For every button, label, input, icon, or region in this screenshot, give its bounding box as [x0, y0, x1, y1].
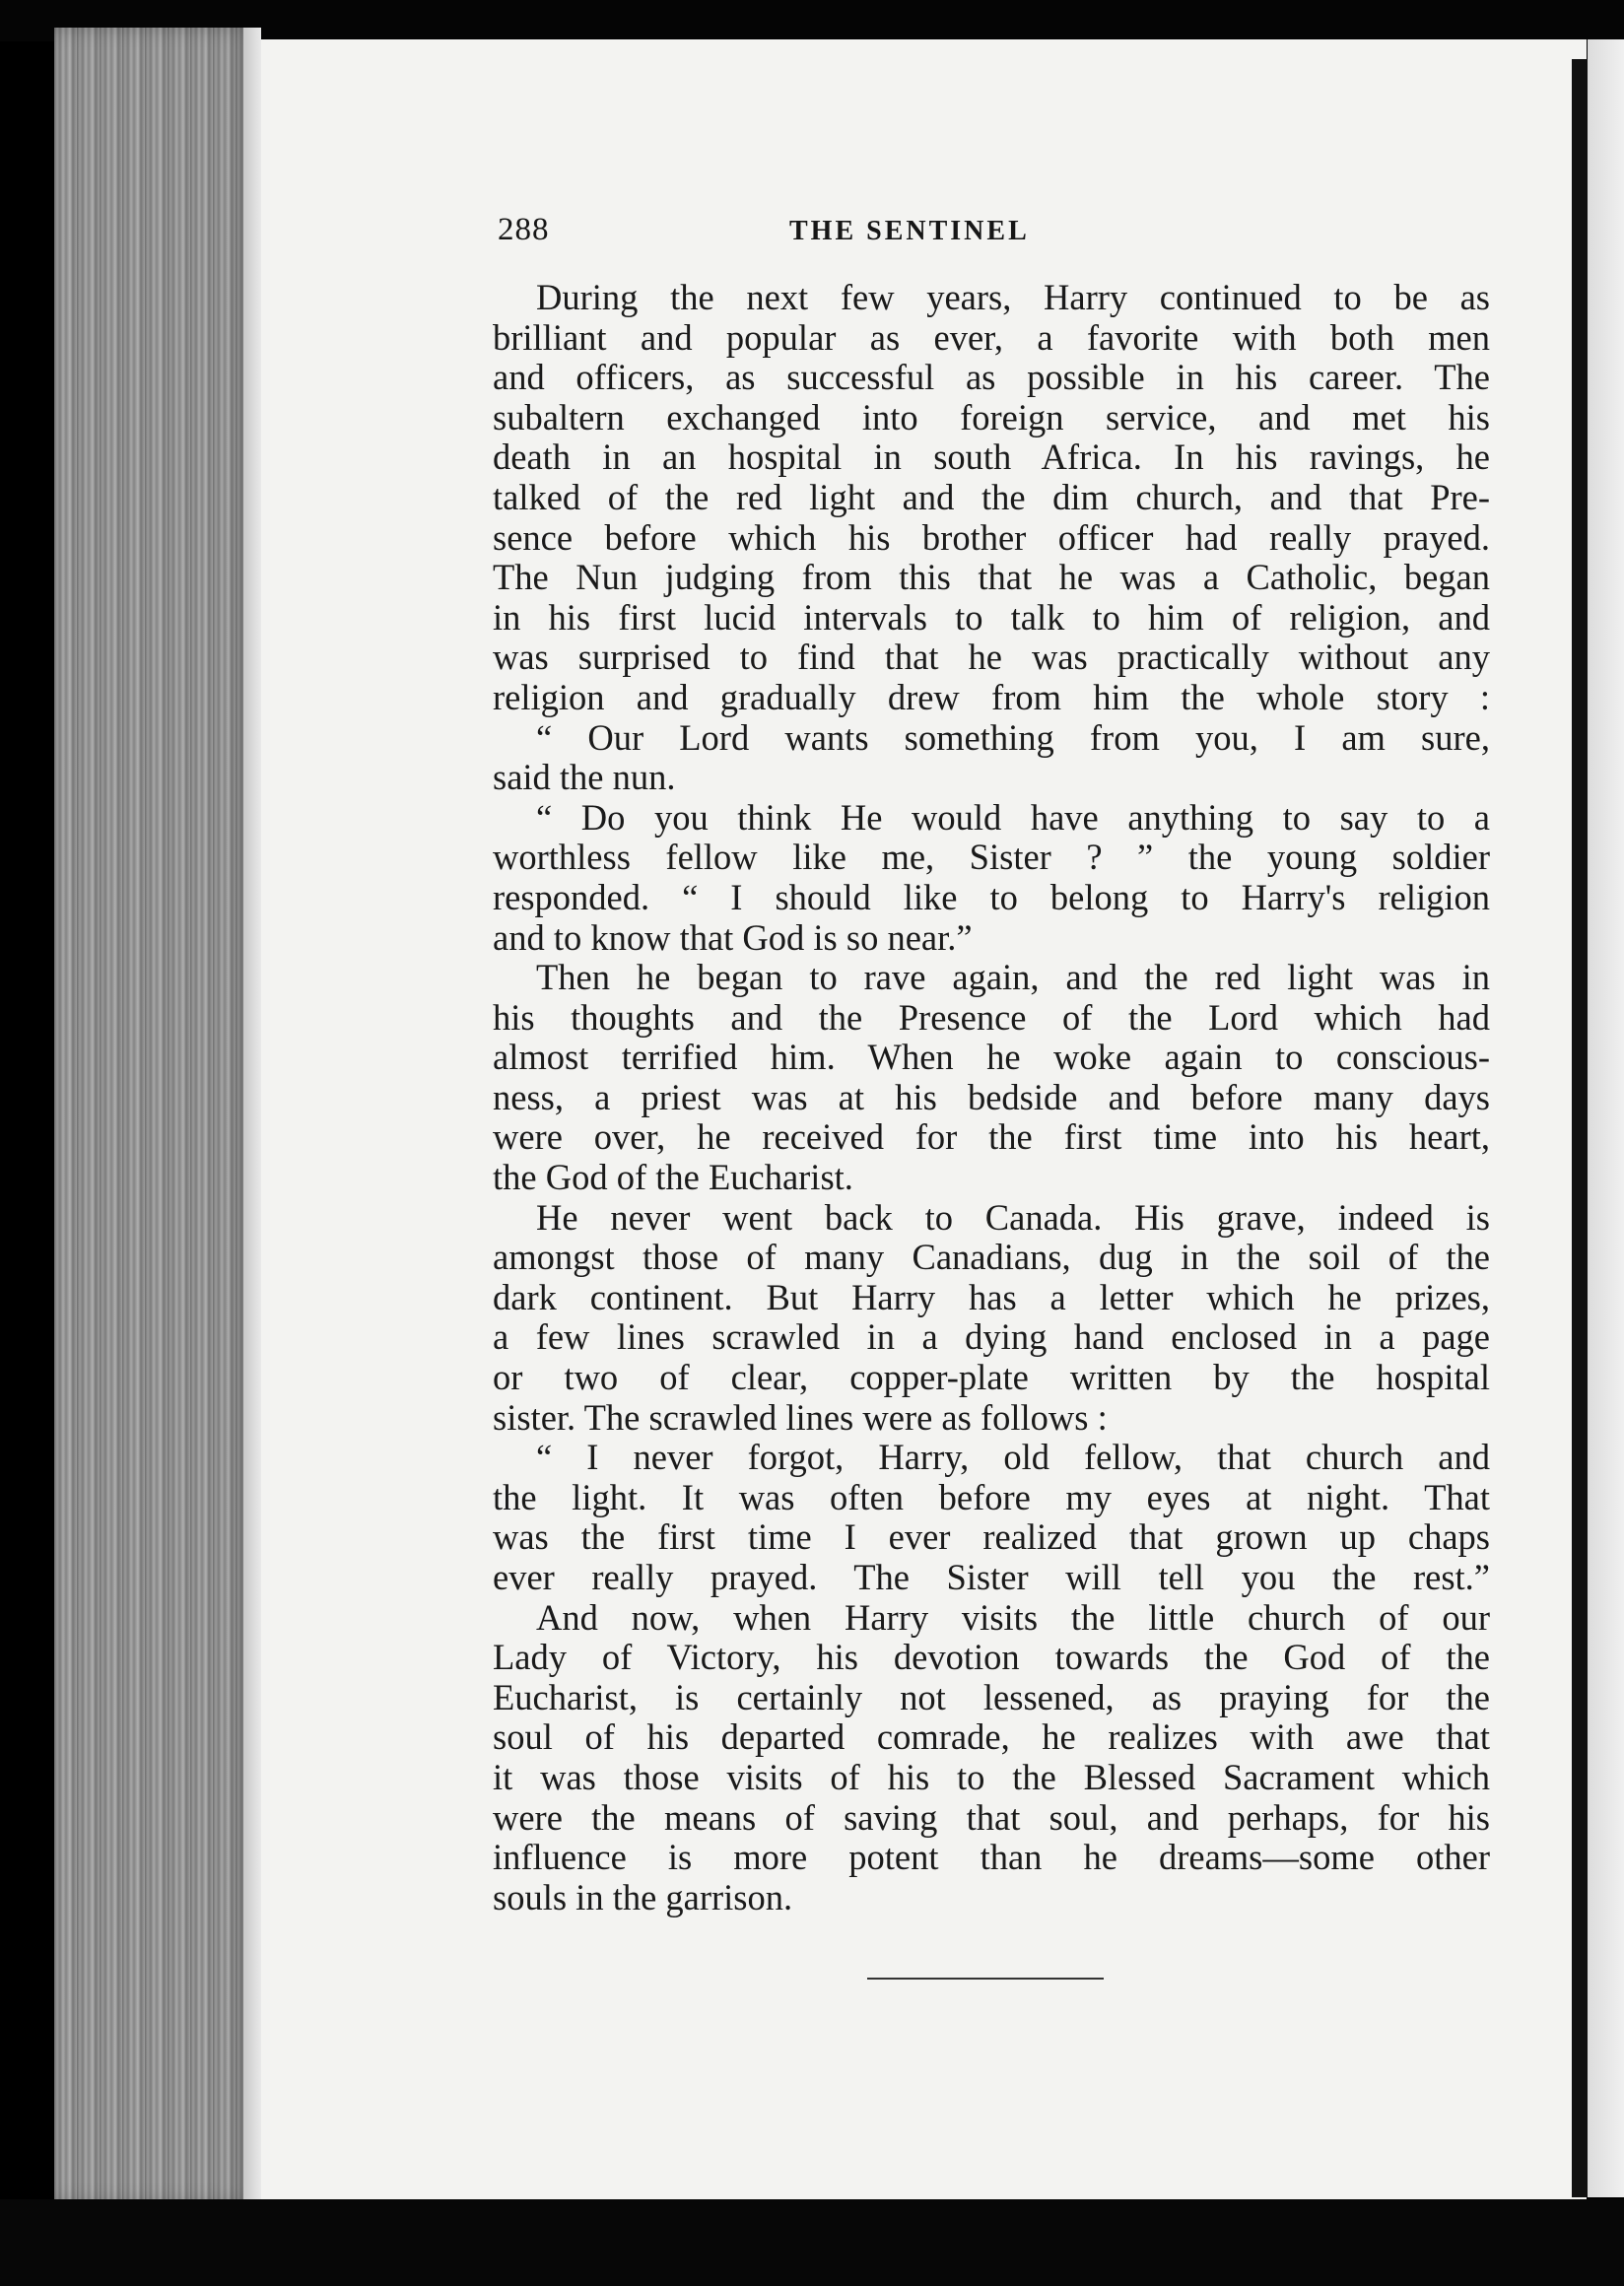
text-line: souls in the garrison. [493, 1876, 793, 1917]
text-line: his thoughts and the Presence of the Lord which had [493, 996, 1490, 1038]
text-line: ever really prayed. The Sister will tell you the rest.” [493, 1557, 1490, 1597]
text-line: influence is more potent than he dreams—some other [493, 1837, 1490, 1878]
text-line: “ Our Lord wants something from you, I am sure, [536, 716, 1490, 758]
text-line: was surprised to find that he was practically without any [493, 637, 1490, 678]
scan-border-bottom [0, 2199, 1624, 2286]
text-line: the God of the Eucharist. [493, 1157, 853, 1198]
text-line: “ Do you think He would have anything to say to a [536, 796, 1490, 838]
text-line: almost terrified him. When he woke again to conscious- [493, 1037, 1490, 1078]
text-line: dark continent. But Harry has a letter which he prizes, [493, 1276, 1490, 1317]
text-line: He never went back to Canada. His grave, indeed is [536, 1196, 1490, 1238]
text-line: said the nun. [493, 757, 676, 798]
text-line: sister. The scrawled lines were as follows : [493, 1396, 1108, 1438]
text-line: and officers, as successful as possible in his career. The [493, 357, 1490, 398]
text-line: death in an hospital in south Africa. In his ravings, he [493, 437, 1490, 478]
text-line: religion and gradually drew from him the whole story : [493, 676, 1490, 717]
text-line: responded. “ I should like to belong to Harry's religion [493, 876, 1490, 917]
text-line: And now, when Harry visits the little church of our [536, 1596, 1490, 1638]
running-head [498, 212, 1483, 261]
body-text [493, 278, 1490, 1917]
text-line: amongst those of many Canadians, dug in the soil of the [493, 1237, 1490, 1278]
book-page-edges [54, 28, 261, 2205]
section-end-rule [867, 1978, 1104, 1980]
text-line: and to know that God is so near.” [493, 916, 973, 958]
text-line: During the next few years, Harry continued to be as [536, 277, 1490, 317]
text-line: talked of the red light and the dim church, and that Pre- [493, 476, 1490, 517]
text-line: was the first time I ever realized that grown up chaps [493, 1516, 1490, 1558]
text-line: soul of his departed comrade, he realizes with awe that [493, 1716, 1490, 1758]
text-line: it was those visits of his to the Blessed Sacrament which [493, 1756, 1490, 1797]
text-line: in his first lucid intervals to talk to him of religion, and [493, 596, 1490, 638]
book-gutter-shadow [1572, 59, 1588, 2197]
text-line: a few lines scrawled in a dying hand enclosed in a page [493, 1316, 1490, 1358]
running-title: THE SENTINEL [789, 216, 1030, 246]
text-line: The Nun judging from this that he was a Catholic, began [493, 557, 1490, 598]
next-page-edge [1588, 39, 1624, 2197]
text-line: were the means of saving that soul, and perhaps, for his [493, 1796, 1490, 1838]
page-number: 288 [498, 212, 550, 247]
text-line: subaltern exchanged into foreign service, and met his [493, 396, 1490, 437]
text-line: ness, a priest was at his bedside and before many days [493, 1076, 1490, 1117]
text-line: Lady of Victory, his devotion towards the God of the [493, 1637, 1490, 1678]
text-line: Eucharist, is certainly not lessened, as praying for the [493, 1676, 1490, 1717]
text-line: “ I never forgot, Harry, old fellow, that church and [536, 1437, 1490, 1478]
text-line: sence before which his brother officer had really prayed. [493, 516, 1490, 558]
text-line: were over, he received for the first time into his heart, [493, 1116, 1490, 1158]
text-line: Then he began to rave again, and the red light was in [536, 957, 1490, 998]
text-line: the light. It was often before my eyes at night. That [493, 1476, 1490, 1517]
text-line: or two of clear, copper-plate written by the hospital [493, 1357, 1490, 1398]
text-line: brilliant and popular as ever, a favorite with both men [493, 316, 1490, 358]
text-line: worthless fellow like me, Sister ? ” the young soldier [493, 837, 1490, 878]
